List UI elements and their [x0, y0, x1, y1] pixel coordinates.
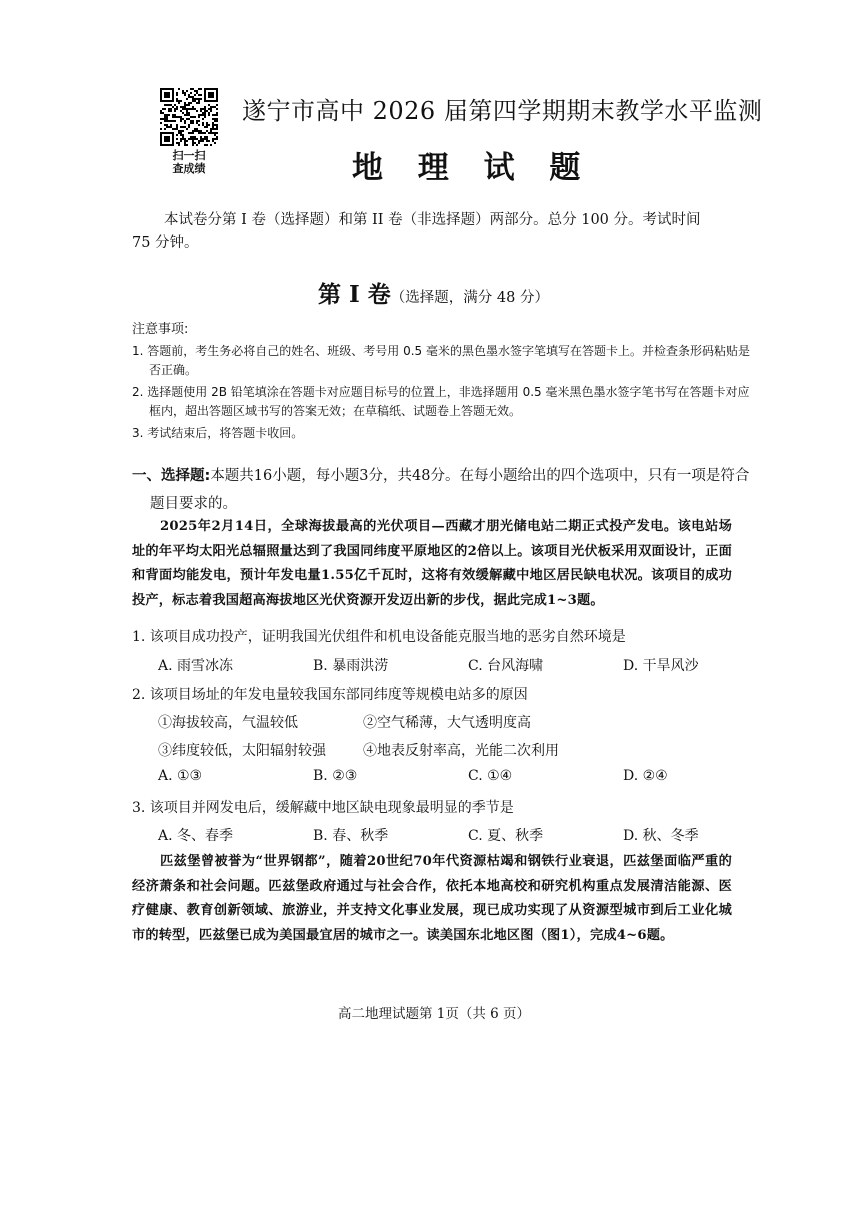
section-label: 一、选择题: — [132, 468, 211, 484]
question-2-items-row1 — [158, 712, 568, 732]
volume-subtitle: （选择题，满分 48 分） — [390, 290, 549, 306]
intro-line1: 本试卷分第 I 卷（选择题）和第 II 卷（非选择题）两部分。总分 100 分。考试时间 — [164, 212, 701, 228]
option-c[interactable]: C. 夏、秋季 — [468, 828, 544, 844]
qr-caption-line2: 查成绩 — [172, 162, 206, 175]
qr-code[interactable] — [160, 88, 218, 146]
passage-1: 2025年2月14日，全球海拔最高的光伏项目—西藏才朋光储电站二期正式投产发电。该电站场址的年平均太阳光总辐照量达到了我国同纬度平原地区的2倍以上。该项目光伏板采用双面设计，正面和背面均能发电，预计年发电量1.55亿千瓦时，这将有效缓解藏中地区居民缺电状况。该项目的成功投产，标志着我国超高海拔地区光伏资源开发迈出新的步伐，据此完成1~3题。 — [132, 519, 732, 608]
statement-item: ②空气稀薄，大气透明度高 — [363, 715, 531, 731]
passage-2: 匹兹堡曾被誉为“世界钢都”，随着20世纪70年代资源枯竭和钢铁行业衰退，匹兹堡面临严重的经济萧条和社会问题。匹兹堡政府通过与社会合作，依托本地高校和研究机构重点发展清洁能源、医疗健康、教育创新领域、旅游业，并支持文化事业发展，现已成功实现了从资源型城市到后工业化城市的转型，匹兹堡已成为美国最宜居的城市之一。读美国东北地区图（图1），完成4~6题。 — [132, 854, 732, 943]
question-1-stem: 1. 该项目成功投产，证明我国光伏组件和机电设备能克服当地的恶劣自然环境是 — [132, 629, 626, 645]
question-3-stem: 3. 该项目并网发电后，缓解藏中地区缺电现象最明显的季节是 — [132, 800, 514, 816]
option-a[interactable]: A. 雨雪冰冻 — [158, 658, 234, 674]
option-d[interactable]: D. ②④ — [623, 768, 668, 784]
question-2-options — [158, 768, 718, 784]
question-1-options — [158, 655, 718, 675]
option-b[interactable]: B. 暴雨洪涝 — [313, 658, 389, 674]
notice-heading: 注意事项: — [132, 322, 189, 337]
page-footer: 高二地理试题第 1页（共 6 页） — [337, 1006, 531, 1022]
volume-title: 第 I 卷 — [318, 281, 391, 308]
qr-caption — [158, 149, 220, 175]
option-a[interactable]: A. ①③ — [158, 768, 203, 784]
notice-item: 3. 考试结束后，将答题卡收回。 — [132, 426, 304, 440]
section-instructions: 本题共16小题，每小题3分，共48分。在每小题给出的四个选项中，只有一项是符合题目要求的。 — [150, 468, 750, 512]
question-3-options — [158, 825, 718, 845]
statement-item: ③纬度较低，太阳辐射较强 — [158, 743, 326, 759]
option-d[interactable]: D. 干旱风沙 — [623, 658, 699, 674]
option-c[interactable]: C. ①④ — [468, 768, 513, 784]
section-heading — [132, 462, 750, 518]
option-d[interactable]: D. 秋、冬季 — [623, 828, 699, 844]
exam-title: 遂宁市高中 2026 届第四学期期末教学水平监测 — [242, 97, 763, 125]
statement-item: ①海拔较高，气温较低 — [158, 715, 298, 731]
question-2-stem: 2. 该项目场址的年发电量较我国东部同纬度等规模电站多的原因 — [132, 687, 528, 703]
option-c[interactable]: C. 台风海啸 — [468, 658, 544, 674]
statement-item: ④地表反射率高，光能二次利用 — [363, 743, 559, 759]
option-a[interactable]: A. 冬、春季 — [158, 828, 234, 844]
intro-line2: 75 分钟。 — [132, 235, 199, 251]
option-b[interactable]: B. ②③ — [313, 768, 358, 784]
volume-heading — [318, 276, 549, 309]
option-b[interactable]: B. 春、秋季 — [313, 828, 389, 844]
qr-caption-line1: 扫一扫 — [172, 149, 206, 162]
notice-item: 1. 答题前，考生务必将自己的姓名、班级、考号用 0.5 毫米的黑色墨水签字笔填写在答题卡上。并检查条形码粘贴是否正确。 — [132, 344, 750, 377]
question-2-items-row2 — [158, 740, 568, 760]
subject-title: 地 理 试 题 — [352, 150, 593, 186]
notice-item: 2. 选择题使用 2B 铅笔填涂在答题卡对应题目标号的位置上，非选择题用 0.5 毫米黑色墨水签字笔书写在答题卡对应框内，超出答题区域书写的答案无效；在草稿纸、试题卷上答题无效。 — [132, 385, 750, 418]
